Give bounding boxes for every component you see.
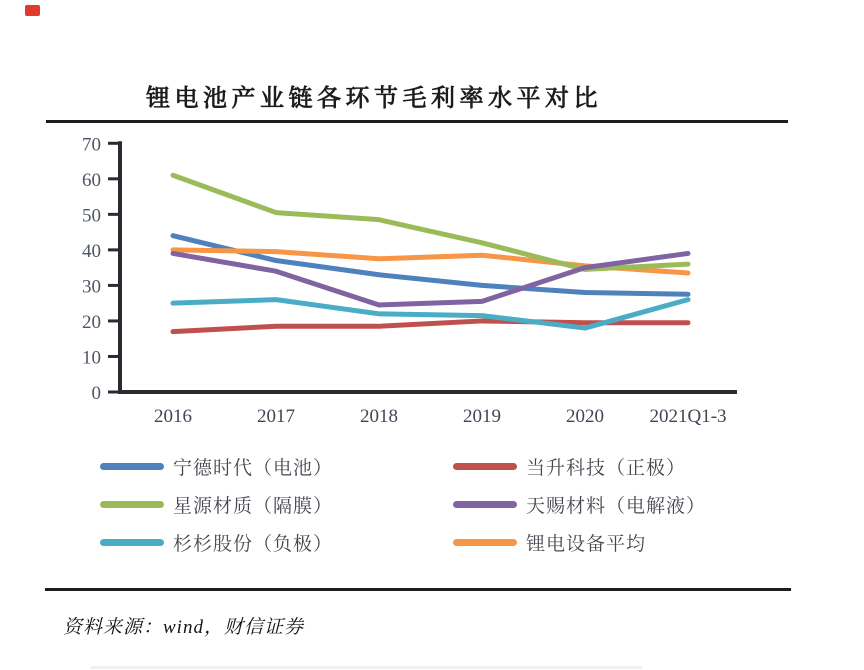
x-tick-label: 2018: [360, 406, 398, 427]
legend-label: 星源材质（隔膜）: [173, 495, 334, 517]
legend-item-shanshan: [100, 531, 333, 553]
y-tick-label: 10: [82, 347, 101, 369]
y-tick-label: 40: [82, 240, 101, 262]
y-tick-label: 0: [91, 383, 101, 404]
legend-label: 当升科技（正极）: [526, 457, 687, 479]
x-tick-label: 2021Q1-3: [649, 406, 727, 427]
y-tick-label: 20: [82, 311, 101, 333]
x-tick-label: 2017: [257, 406, 295, 427]
legend-swatch-teal: [100, 539, 164, 546]
y-tick-label: 70: [82, 134, 101, 156]
bottom-divider: [45, 588, 791, 591]
x-tick-label: 2016: [154, 406, 192, 427]
y-tick-label: 30: [82, 276, 101, 298]
top-divider: [46, 120, 788, 123]
legend-label: 锂电设备平均: [526, 533, 647, 555]
legend-swatch-purple: [453, 501, 517, 508]
legend-item-tinci: [453, 493, 706, 515]
legend-item-catl: [100, 455, 333, 477]
legend-swatch-blue: [100, 463, 164, 470]
legend-label: 天赐材料（电解液）: [526, 495, 707, 517]
legend-item-senior: [100, 493, 333, 515]
legend-swatch-orange: [453, 539, 517, 546]
x-tick-label: 2019: [463, 406, 501, 427]
legend-item-equipment-avg: [453, 531, 646, 553]
line-chart: [0, 130, 864, 440]
x-tick-label: 2020: [566, 406, 604, 427]
y-tick-label: 60: [82, 169, 101, 191]
legend-swatch-green: [100, 501, 164, 508]
data-source-note: 资料来源：wind，财信证券: [63, 617, 304, 638]
legend-swatch-red: [453, 463, 517, 470]
legend-item-easpring: [453, 455, 686, 477]
legend-label: 杉杉股份（负极）: [173, 533, 334, 555]
red-corner-mark-icon: [25, 5, 40, 16]
chart-title: 锂电池产业链各环节毛利率水平对比: [146, 86, 602, 112]
y-tick-label: 50: [82, 205, 101, 227]
legend-label: 宁德时代（电池）: [173, 457, 334, 479]
page-bottom-edge: [90, 666, 642, 669]
